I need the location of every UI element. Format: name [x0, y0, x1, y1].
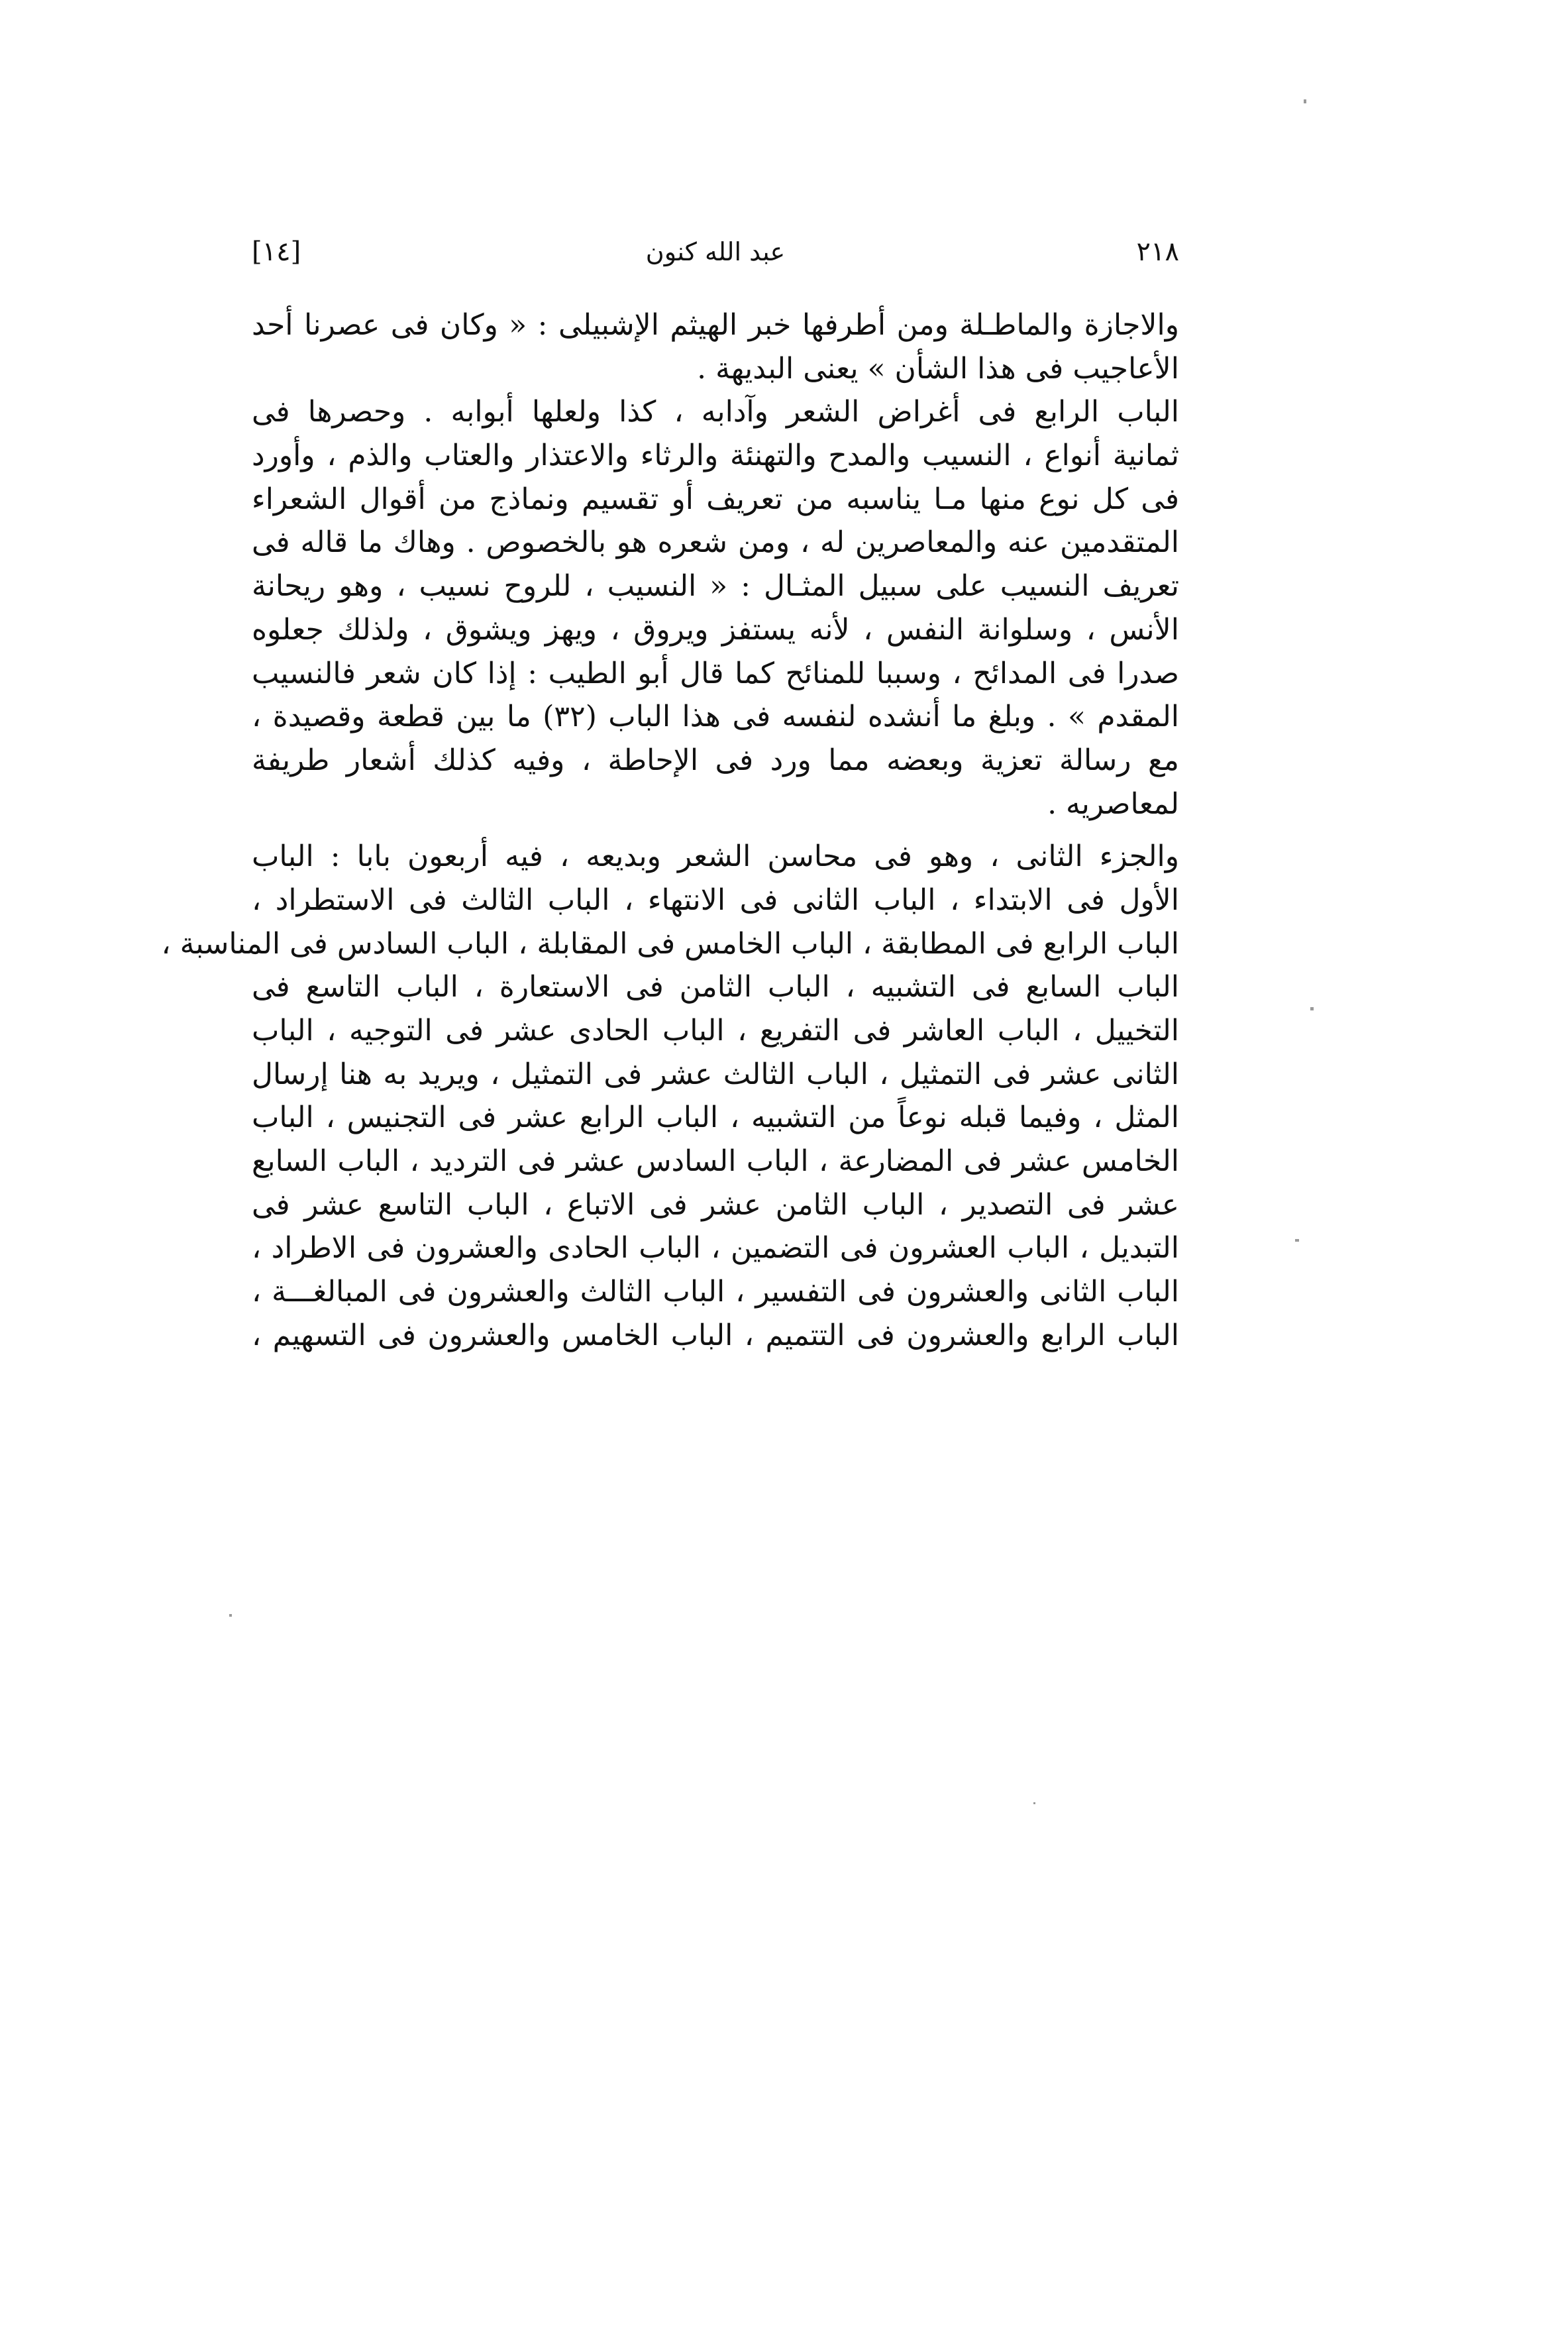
text-line: المقدم » . وبلغ ما أنشده لنفسه فى هذا الباب (٣٢) ما بين قطعة وقصيدة ،: [252, 700, 1179, 734]
text-line: صدرا فى المدائح ، وسببا للمنائح كما قال أبو الطيب : إذا كان شعر فالنسيب: [252, 656, 1179, 690]
text-line: تعريف النسيب على سبيل المثـال : « النسيب ، للروح نسيب ، وهو ريحانة: [252, 569, 1179, 604]
text-line: الأنس ، وسلوانة النفس ، لأنه يستفز ويروق ، ويهز ويشوق ، ولذلك جعلوه: [252, 612, 1179, 647]
text-line: فى كل نوع منها مـا يناسبه من تعريف أو تقسيم ونماذج من أقوال الشعراء: [252, 482, 1179, 516]
paragraph-1: [252, 303, 1179, 390]
paragraph-3: [161, 835, 1180, 1357]
text-line: الأول فى الابتداء ، الباب الثانى فى الانتهاء ، الباب الثالث فى الاستطراد ،: [252, 883, 1180, 917]
text-line: الباب الرابع فى المطابقة ، الباب الخامس فى المقابلة ، الباب السادس فى المناسبة ،: [161, 926, 1179, 961]
text-line: والاجازة والماطـلة ومن أطرفها خبر الهيثم الإشبيلى : « وكان فى عصرنا أحد: [252, 308, 1179, 342]
scan-speck: [1295, 1239, 1299, 1242]
paragraph-2: [252, 390, 1179, 826]
scan-speck: [229, 1614, 232, 1617]
text-line: الباب السابع فى التشبيه ، الباب الثامن فى الاستعارة ، الباب التاسع فى: [252, 970, 1179, 1004]
scan-speck: [1310, 1007, 1314, 1010]
paragraph-spacer: [252, 826, 1179, 835]
text-line: المتقدمين عنه والمعاصرين له ، ومن شعره هو بالخصوص . وهاك ما قاله فى: [252, 525, 1179, 560]
scan-speck: [1033, 1802, 1035, 1804]
scan-speck: [1304, 99, 1306, 103]
text-line: والجزء الثانى ، وهو فى محاسن الشعر وبديعه ، فيه أربعون بابا : الباب: [252, 839, 1179, 874]
text-line: التبديل ، الباب العشرون فى التضمين ، الباب الحادى والعشرون فى الاطراد ،: [252, 1231, 1179, 1266]
text-line: المثل ، وفيما قبله نوعاً من التشبيه ، الباب الرابع عشر فى التجنيس ، الباب: [252, 1101, 1179, 1135]
text-line: لمعاصريه .: [1047, 786, 1179, 821]
text-line: عشر فى التصدير ، الباب الثامن عشر فى الاتباع ، الباب التاسع عشر فى: [252, 1187, 1179, 1222]
text-line: ثمانية أنواع ، النسيب والمدح والتهنئة والرثاء والاعتذار والعتاب والذم ، وأورد: [252, 439, 1179, 473]
text-line: التخييل ، الباب العاشر فى التفريع ، الباب الحادى عشر فى التوجيه ، الباب: [252, 1014, 1179, 1048]
body-text: [161, 303, 1180, 1358]
text-line: الباب الرابع فى أغراض الشعر وآدابه ، كذا ولعلها أبوابه . وحصرها فى: [252, 395, 1179, 429]
text-line: الباب الرابع والعشرون فى التتميم ، الباب الخامس والعشرون فى التسهيم ،: [252, 1318, 1179, 1352]
text-line: الأعاجيب فى هذا الشأن » يعنى البديهة .: [697, 351, 1179, 386]
page-header: [252, 232, 1179, 292]
section-reference: [١٤]: [252, 237, 301, 267]
text-line: الخامس عشر فى المضارعة ، الباب السادس عشر فى الترديد ، الباب السابع: [252, 1144, 1179, 1179]
page-number: ٢١٨: [1136, 237, 1179, 267]
running-title: عبد الله كنون: [645, 237, 786, 266]
text-line: الباب الثانى والعشرون فى التفسير ، الباب الثالث والعشرون فى المبالغـــة ،: [252, 1275, 1179, 1309]
text-line: الثانى عشر فى التمثيل ، الباب الثالث عشر فى التمثيل ، ويريد به هنا إرسال: [252, 1057, 1179, 1091]
text-line: مع رسالة تعزية وبعضه مما ورد فى الإحاطة ، وفيه كذلك أشعار طريفة: [252, 743, 1179, 777]
